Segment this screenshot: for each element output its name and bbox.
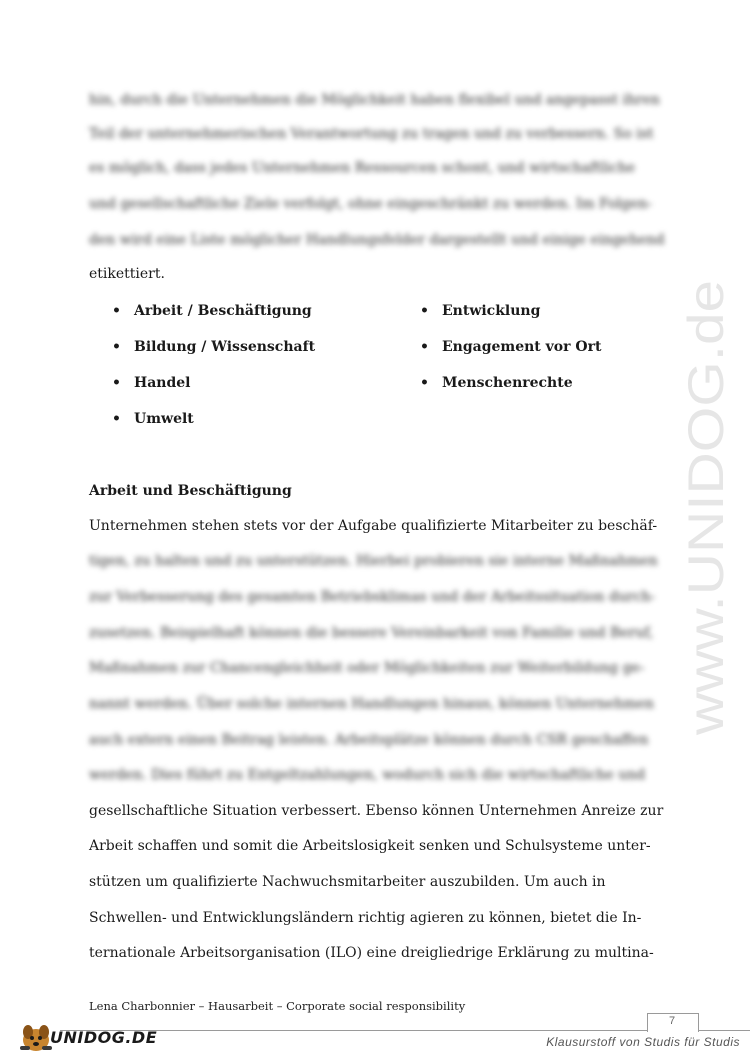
watermark-text: www.UNIDOG.de (678, 346, 734, 735)
list-item-label: Umwelt (134, 411, 194, 427)
paragraph-line: Unternehmen stehen stets vor der Aufgabe qualifizierte Mitarbeiter zu beschäf- (89, 518, 658, 534)
paragraph-line: zur Verbesserung des gesamten Betriebsklimas und der Arbeitssituation durch- (89, 589, 656, 605)
section-heading: Arbeit und Beschäftigung (89, 483, 292, 499)
list-item (112, 337, 316, 357)
paragraph-line: Schwellen- und Entwicklungsländern richtig agieren zu können, bietet die In- (89, 910, 642, 926)
list-item-label: Arbeit / Beschäftigung (134, 303, 312, 319)
list-item-label: Menschenrechte (442, 375, 573, 391)
bullet-icon: • (112, 375, 121, 391)
list-item-label: Engagement vor Ort (442, 339, 602, 355)
list-item (420, 373, 573, 393)
dog-icon (20, 1025, 52, 1051)
bullet-icon: • (420, 375, 429, 391)
paragraph-line: zusetzen. Beispielhaft können die bessere Vereinbarkeit von Familie und Beruf, (89, 625, 654, 641)
watermark (665, 270, 745, 740)
bullet-icon: • (112, 339, 121, 355)
page-number: 7 (668, 1015, 676, 1027)
paragraph-line: stützen um qualifizierte Nachwuchsmitarbeiter auszubilden. Um auch in (89, 874, 606, 890)
intro-last-line: etikettiert. (89, 266, 165, 282)
list-item (112, 301, 312, 321)
list-item (112, 373, 191, 393)
intro-line: und gesellschaftliche Ziele verfolgt, ohne eingeschränkt zu werden. Im Folgen- (89, 196, 652, 212)
paragraph-line: werden. Dies führt zu Entgeltzahlungen, wodurch sich die wirtschaftliche und (89, 767, 646, 783)
footer-tagline: Klausurstoff von Studis für Studis (546, 1035, 740, 1049)
list-item (420, 337, 602, 357)
intro-line: hin, durch die Unternehmen die Möglichkeit haben flexibel und angepasst ihren (89, 92, 660, 108)
footer-author: Lena Charbonnier – Hausarbeit – Corporate social responsibility (89, 999, 466, 1013)
paragraph-line: gesellschaftliche Situation verbessert. Ebenso können Unternehmen Anreize zur (89, 803, 664, 819)
paragraph-line: tigen, zu halten und zu unterstützen. Hierbei probieren sie interne Maßnahmen (89, 553, 658, 569)
intro-line: den wird eine Liste möglicher Handlungsfelder dargestellt und einige eingehend (89, 232, 665, 248)
paragraph-line: nannt werden. Über solche internen Handlungen hinaus, können Unternehmen (89, 696, 655, 712)
list-item (112, 409, 194, 429)
bullet-icon: • (420, 303, 429, 319)
list-item-label: Bildung / Wissenschaft (134, 339, 316, 355)
bullet-icon: • (112, 411, 121, 427)
paragraph-line: auch extern einen Beitrag leisten. Arbeitsplätze können durch CSR geschaffen (89, 732, 649, 748)
paragraph-line: ternationale Arbeitsorganisation (ILO) eine dreigliedrige Erklärung zu multina- (89, 945, 654, 961)
intro-line: Teil der unternehmerischen Verantwortung zu tragen und zu verbessern. So ist (89, 126, 654, 142)
list-item-label: Handel (134, 375, 191, 391)
paragraph-line: Arbeit schaffen und somit die Arbeitslosigkeit senken und Schulsysteme unter- (89, 838, 651, 854)
bullet-icon: • (112, 303, 121, 319)
list-item-label: Entwicklung (442, 303, 541, 319)
logo-text: UNIDOG.DE (50, 1028, 158, 1047)
bullet-icon: • (420, 339, 429, 355)
list-item (420, 301, 541, 321)
intro-line: es möglich, dass jedes Unternehmen Ressourcen schont, und wirtschaftliche (89, 160, 636, 176)
paragraph-line: Maßnahmen zur Chancengleichheit oder Möglichkeiten zur Weiterbildung ge- (89, 660, 645, 676)
